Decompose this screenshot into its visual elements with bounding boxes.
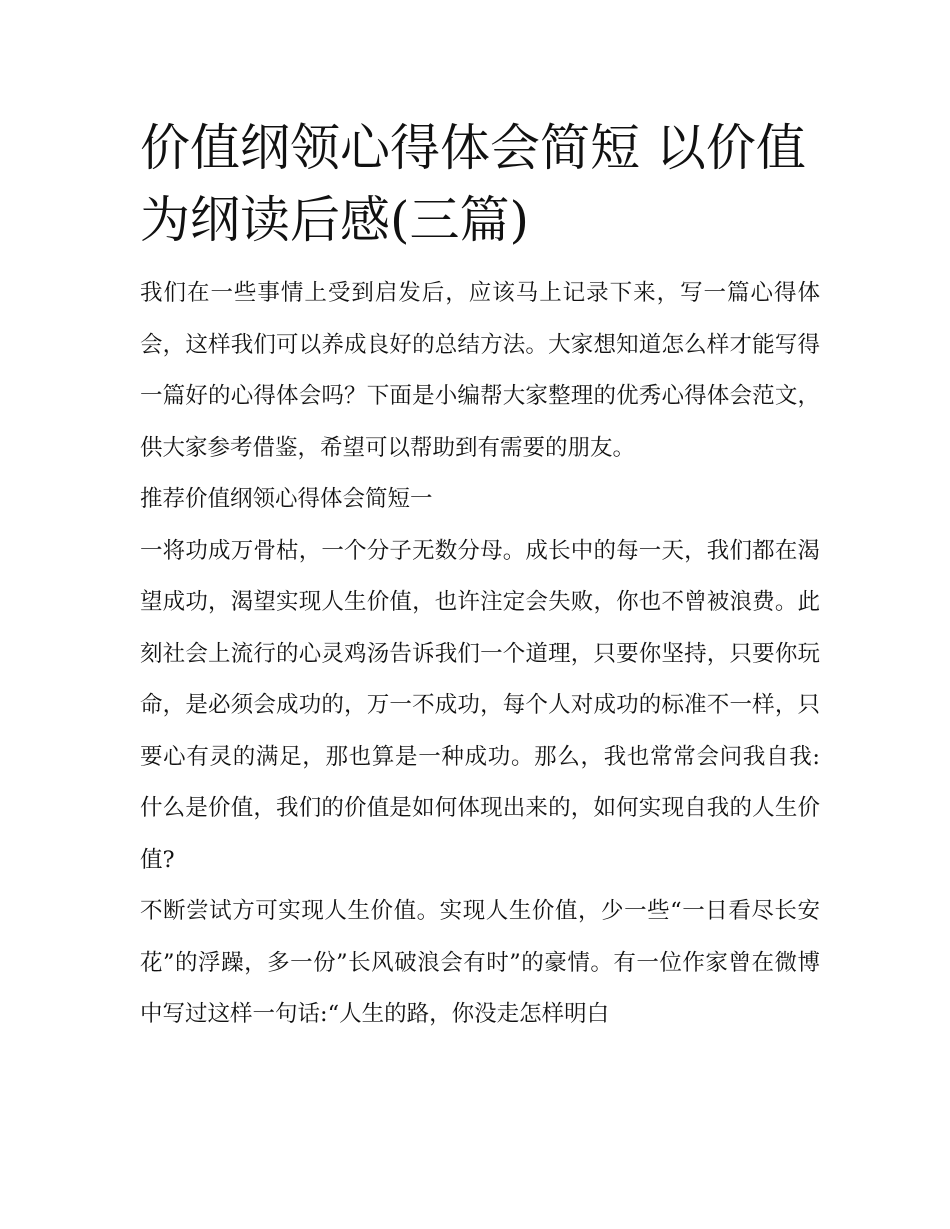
section-heading: 推荐价值纲领心得体会简短一 — [140, 486, 433, 512]
body-paragraph-2: 不断尝试方可实现人生价值。实现人生价值，少一些“一日看尽长安花”的浮躁，多一份”长风破浪会有时”的豪情。有一位作家曾在微博中写过这样一句话:“人生的路，你没走怎样明白 — [140, 898, 820, 1027]
intro-paragraph: 我们在一些事情上受到启发后，应该马上记录下来，写一篇心得体会，这样我们可以养成良好的总结方法。大家想知道怎么样才能写得一篇好的心得体会吗？下面是小编帮大家整理的优秀心得体会范文，供大家参考借鉴，希望可以帮助到有需要的朋友。 — [140, 280, 820, 461]
title-spacer — [140, 256, 820, 268]
body-paragraph-1: 一将功成万骨枯，一个分子无数分母。成长中的每一天，我们都在渴望成功，渴望实现人生价值，也许注定会失败，你也不曾被浪费。此刻社会上流行的心灵鸡汤告诉我们一个道理，只要你坚持，只要你玩命，是必须会成功的，万一不成功，每个人对成功的标准不一样，只要心有灵的满足，那也算是一种成功。那么，我也常常会问我自我:什么是价值，我们的价值是如何体现出来的，如何实现自我的人生价值? — [140, 537, 820, 873]
document-page — [140, 112, 820, 1041]
document-title: 价值纲领心得体会简短 以价值为纲读后感(三篇) — [140, 119, 806, 249]
